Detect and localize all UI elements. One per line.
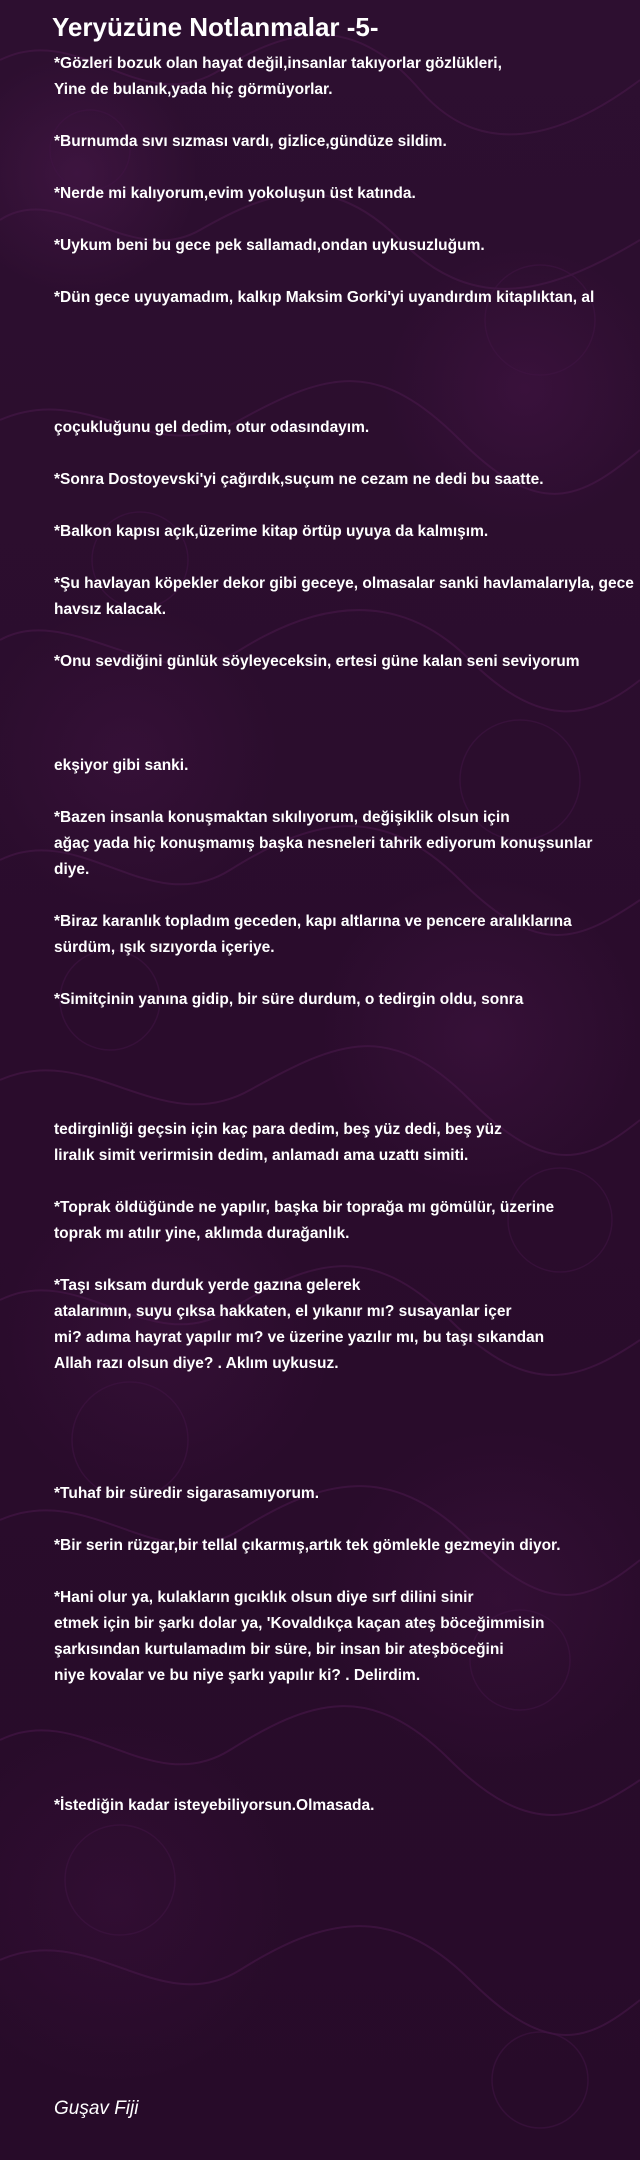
stanza-gap xyxy=(54,1039,640,1065)
stanza-gap xyxy=(54,363,640,389)
stanza-gap xyxy=(54,389,640,415)
poem-line: *İstediğin kadar isteyebiliyorsun.Olmasada. xyxy=(54,1797,375,1814)
stanza-gap xyxy=(54,103,640,129)
stanza-gap xyxy=(54,1741,640,1767)
stanza-gap xyxy=(54,623,640,649)
poem-line: *Nerde mi kalıyorum,evim yokoluşun üst katında. xyxy=(54,185,416,202)
stanza-gap xyxy=(54,1715,640,1741)
poem-line: mi? adıma hayrat yapılır mı? ve üzerine yazılır mı, bu taşı sıkandan xyxy=(54,1329,545,1346)
stanza-gap xyxy=(54,1247,640,1273)
poem-line: ekşiyor gibi sanki. xyxy=(54,757,189,774)
stanza-gap xyxy=(54,1455,640,1481)
poem-line: çoçukluğunu gel dedim, otur odasındayım. xyxy=(54,419,370,436)
poem-line: *Sonra Dostoyevski'yi çağırdık,suçum ne cezam ne dedi bu saatte. xyxy=(54,471,544,488)
poem-line: *Bir serin rüzgar,bir tellal çıkarmış,artık tek gömlekle gezmeyin diyor. xyxy=(54,1537,561,1554)
stanza-gap xyxy=(54,1507,640,1533)
stanza-gap xyxy=(54,441,640,467)
poem-line: *Simitçinin yanına gidip, bir süre durdum, o tedirgin oldu, sonra xyxy=(54,991,524,1008)
stanza-gap xyxy=(54,1169,640,1195)
stanza-gap xyxy=(54,1429,640,1455)
poem-author: Guşav Fiji xyxy=(54,2098,139,2119)
stanza-gap xyxy=(54,1403,640,1429)
poem-line: toprak mı atılır yine, aklımda durağanlık. xyxy=(54,1225,350,1242)
poem-line: *Taşı sıksam durduk yerde gazına gelerek xyxy=(54,1277,361,1294)
stanza-gap xyxy=(54,1065,640,1091)
stanza-gap xyxy=(54,207,640,233)
poem-line: Allah razı olsun diye? . Aklım uykusuz. xyxy=(54,1355,339,1372)
stanza-gap xyxy=(54,311,640,337)
stanza-gap xyxy=(54,1767,640,1793)
stanza-gap xyxy=(54,961,640,987)
stanza-gap xyxy=(54,1377,640,1403)
poem-line: sürdüm, ışık sızıyorda içeriye. xyxy=(54,939,275,956)
poem-line: *Balkon kapısı açık,üzerime kitap örtüp uyuya da kalmışım. xyxy=(54,523,489,540)
poem-line: *Bazen insanla konuşmaktan sıkılıyorum, değişiklik olsun için xyxy=(54,809,510,826)
poem-line: niye kovalar ve bu niye şarkı yapılır ki? . Delirdim. xyxy=(54,1667,421,1684)
poem-line: Yine de bulanık,yada hiç görmüyorlar. xyxy=(54,81,333,98)
stanza-gap xyxy=(54,883,640,909)
poem-body xyxy=(54,51,640,1819)
stanza-gap xyxy=(54,259,640,285)
poem-line: *Burnumda sıvı sızması vardı, gizlice,gündüze sildim. xyxy=(54,133,447,150)
poem-line: liralık simit verirmisin dedim, anlamadı ama uzattı simiti. xyxy=(54,1147,469,1164)
poem-line: *Toprak öldüğünde ne yapılır, başka bir toprağa mı gömülür, üzerine xyxy=(54,1199,555,1216)
poem-line: *Şu havlayan köpekler dekor gibi geceye, olmasalar sanki havlamalarıyla, gece xyxy=(54,575,634,592)
poem-line: *Dün gece uyuyamadım, kalkıp Maksim Gorki'yi uyandırdım kitaplıktan, al xyxy=(54,289,595,306)
poem-line: tedirginliği geçsin için kaç para dedim, beş yüz dedi, beş yüz xyxy=(54,1121,502,1138)
poem-line: *Biraz karanlık topladım geceden, kapı altlarına ve pencere aralıklarına xyxy=(54,913,572,930)
poem-line: *Gözleri bozuk olan hayat değil,insanlar takıyorlar gözlükleri, xyxy=(54,55,502,72)
poem-line: havsız kalacak. xyxy=(54,601,167,618)
poem-line: ağaç yada hiç konuşmamış başka nesneleri tahrik ediyorum konuşsunlar xyxy=(54,835,593,852)
stanza-gap xyxy=(54,701,640,727)
stanza-gap xyxy=(54,727,640,753)
poem-line: *Tuhaf bir süredir sigarasamıyorum. xyxy=(54,1485,320,1502)
poem-title: Yeryüzüne Notlanmalar -5- xyxy=(52,12,379,42)
stanza-gap xyxy=(54,1013,640,1039)
stanza-gap xyxy=(54,1689,640,1715)
poem-line: *Uykum beni bu gece pek sallamadı,ondan uykusuzluğum. xyxy=(54,237,485,254)
stanza-gap xyxy=(54,675,640,701)
stanza-gap xyxy=(54,545,640,571)
stanza-gap xyxy=(54,493,640,519)
stanza-gap xyxy=(54,1559,640,1585)
poem-line: etmek için bir şarkı dolar ya, 'Kovaldıkça kaçan ateş böceğimmisin xyxy=(54,1615,545,1632)
stanza-gap xyxy=(54,337,640,363)
poem-line: atalarımın, suyu çıksa hakkaten, el yıkanır mı? susayanlar içer xyxy=(54,1303,512,1320)
poem-line: şarkısından kurtulamadım bir süre, bir insan bir ateşböceğini xyxy=(54,1641,504,1658)
poem-line: diye. xyxy=(54,861,90,878)
stanza-gap xyxy=(54,779,640,805)
stanza-gap xyxy=(54,1091,640,1117)
poem-line: *Hani olur ya, kulakların gıcıklık olsun diye sırf dilini sinir xyxy=(54,1589,474,1606)
poem-line: *Onu sevdiğini günlük söyleyeceksin, ertesi güne kalan seni seviyorum xyxy=(54,653,580,670)
stanza-gap xyxy=(54,155,640,181)
